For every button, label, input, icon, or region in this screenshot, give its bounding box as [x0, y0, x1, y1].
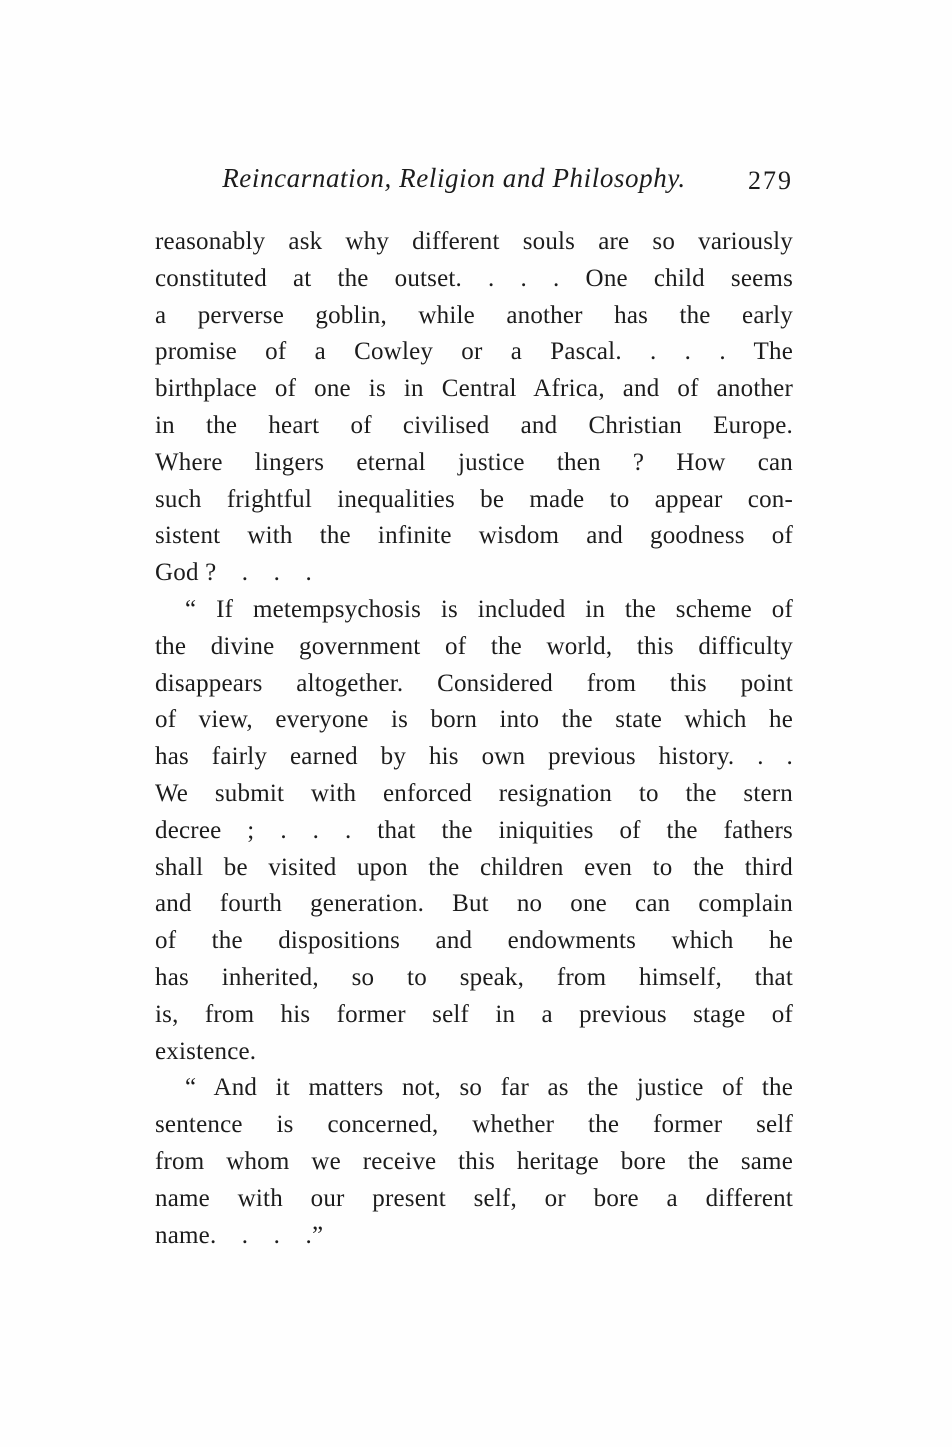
- text-line: shall be visited upon the children even to the third: [155, 853, 793, 881]
- page-body: [155, 224, 793, 1254]
- text-line: has fairly earned by his own previous history. . .: [155, 743, 793, 771]
- text-line: We submit with enforced resignation to the stern: [155, 779, 793, 807]
- text-line: in the heart of civilised and Christian Europe.: [155, 411, 793, 439]
- text-line: a perverse goblin, while another has the early: [155, 301, 793, 329]
- text-line: “ If metempsychosis is included in the scheme of: [185, 595, 793, 623]
- text-line: promise of a Cowley or a Pascal. . . . The: [155, 338, 793, 366]
- text-line: and fourth generation. But no one can complain: [155, 890, 793, 918]
- running-title: Reincarnation, Religion and Philosophy.: [222, 163, 686, 193]
- text-line: reasonably ask why different souls are so variously: [155, 228, 793, 255]
- text-line: disappears altogether. Considered from this point: [155, 669, 793, 697]
- text-line: birthplace of one is in Central Africa, and of another: [155, 375, 793, 403]
- text-line: “ And it matters not, so far as the justice of the: [185, 1074, 793, 1102]
- text-line: constituted at the outset. . . . One child seems: [155, 264, 793, 292]
- text-line: existence.: [155, 1037, 257, 1065]
- text-line: from whom we receive this heritage bore the same: [155, 1147, 793, 1175]
- text-line: such frightful inequalities be made to appear con-: [155, 485, 793, 513]
- text-line: sentence is concerned, whether the former self: [155, 1111, 793, 1139]
- text-line: name. . . .”: [155, 1221, 324, 1249]
- page-header: [155, 163, 793, 205]
- text-line: of the dispositions and endowments which he: [155, 927, 793, 955]
- text-line: God ? . . .: [155, 559, 312, 587]
- text-line: is, from his former self in a previous stage of: [155, 1000, 793, 1028]
- text-line: decree ; . . . that the iniquities of the fathers: [155, 816, 793, 844]
- text-line: the divine government of the world, this difficulty: [155, 632, 793, 660]
- text-line: has inherited, so to speak, from himself, that: [155, 963, 793, 991]
- text-line: Where lingers eternal justice then ? How can: [155, 448, 793, 476]
- page-number: 279: [748, 166, 793, 195]
- text-line: sistent with the infinite wisdom and goodness of: [155, 522, 793, 550]
- text-line: name with our present self, or bore a different: [155, 1184, 793, 1212]
- text-line: of view, everyone is born into the state which he: [155, 706, 793, 734]
